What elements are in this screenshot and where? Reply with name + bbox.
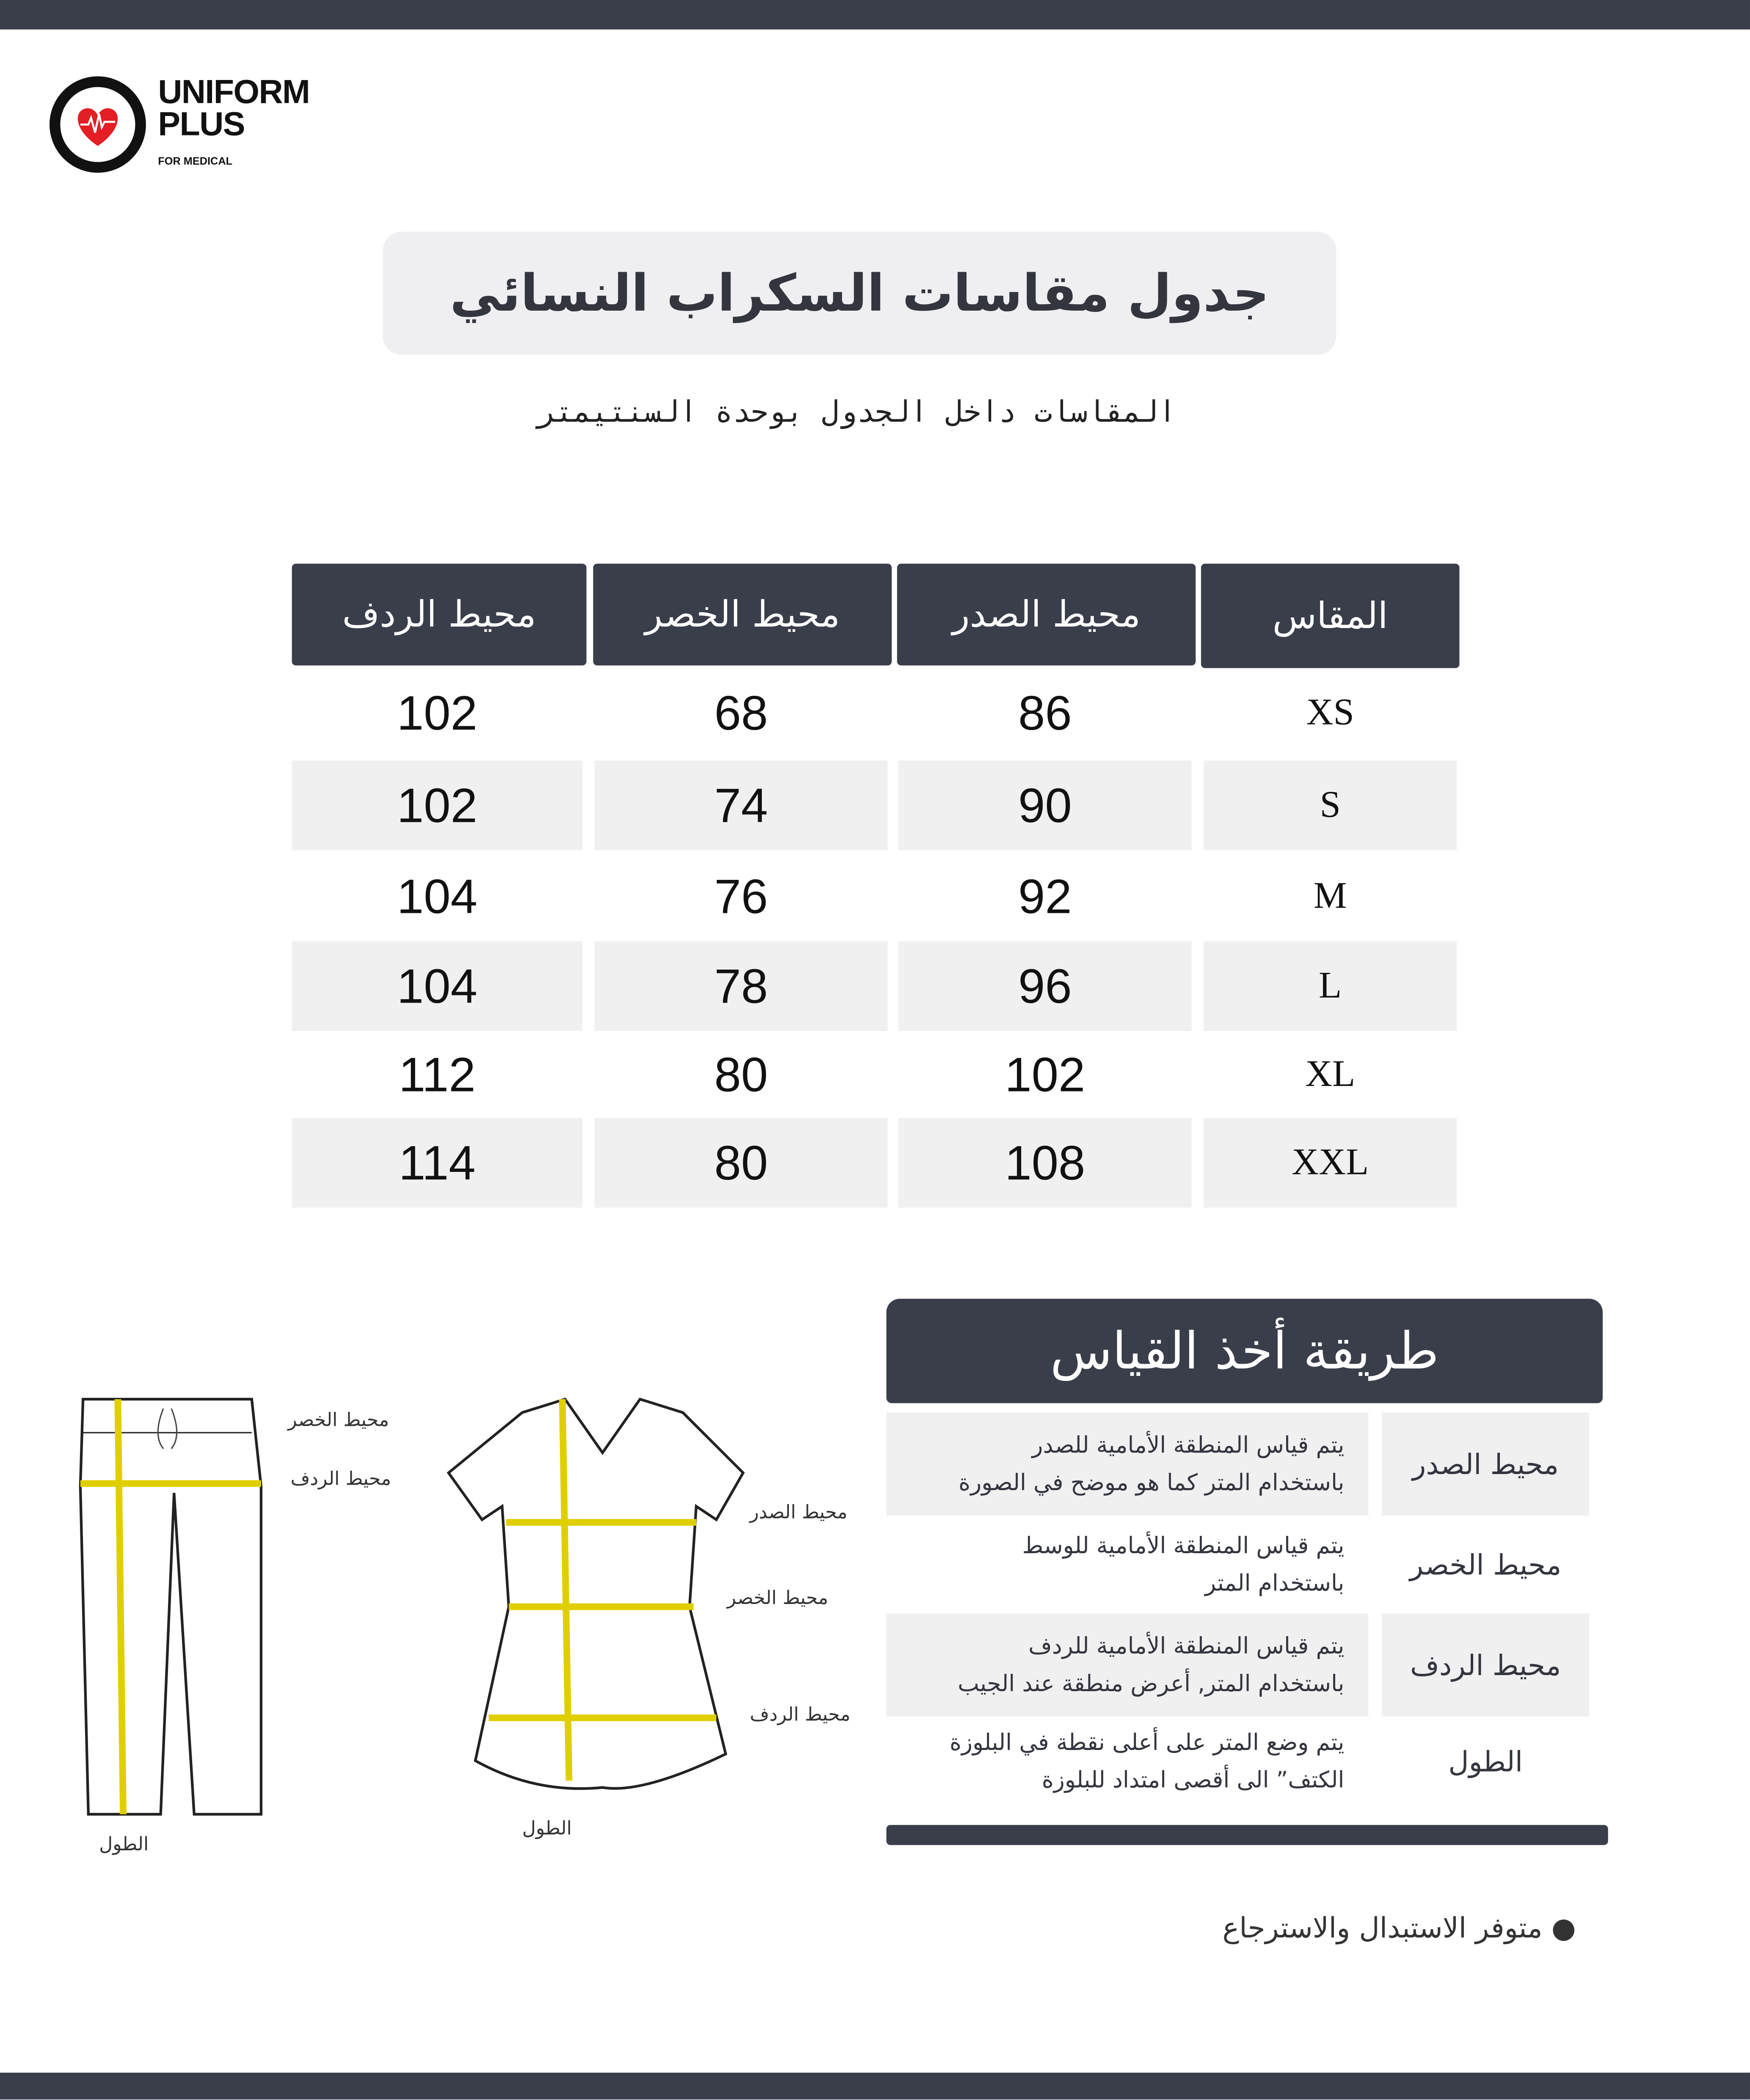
pants-length-label: الطول [99, 1834, 149, 1856]
cell-size: XS [1306, 692, 1354, 734]
cell-chest: 102 [1005, 1047, 1086, 1102]
cell-waist: 76 [714, 869, 768, 924]
note-text: متوفر الاستبدال والاسترجاع [1222, 1912, 1543, 1944]
logo-text: UNIFORM PLUS [158, 74, 310, 143]
cell-waist: 74 [595, 761, 888, 850]
measure-title: طريقة أخذ القياس [886, 1299, 1603, 1403]
measure-footer-bar [886, 1825, 1608, 1845]
cell-waist: 68 [714, 685, 768, 741]
description-line: يتم قياس المنطقة الأمامية للردف [1028, 1633, 1345, 1660]
cell-waist: 80 [595, 1118, 888, 1208]
cell-hip: 114 [292, 1118, 583, 1208]
description-line: الكتف” الى أقصى امتداد للبلوزة [1042, 1767, 1345, 1794]
cell-size: S [1204, 761, 1457, 850]
description-line: يتم قياس المنطقة الأمامية للصدر [1032, 1432, 1345, 1459]
description-line: باستخدام المتر, أعرض منطقة عند الجيب [958, 1670, 1345, 1697]
header-chest: محيط الصدر [897, 564, 1196, 665]
cell-hip: 104 [292, 941, 583, 1031]
cell-chest: 90 [898, 761, 1192, 850]
measure-description [886, 1613, 1368, 1717]
cell-hip: 102 [397, 685, 477, 741]
header-hip: محيط الردف [292, 564, 587, 665]
top-length-label: الطول [522, 1818, 572, 1840]
measure-label: محيط الخصر [1409, 1549, 1562, 1582]
cell-hip: 102 [292, 761, 583, 850]
cell-hip: 112 [399, 1047, 476, 1102]
page-title: جدول مقاسات السكراب النسائي [450, 264, 1270, 323]
note: ● متوفر الاستبدال والاسترجاع [1222, 1912, 1576, 1944]
logo-heart-icon [50, 76, 146, 173]
cell-chest: 86 [1018, 685, 1072, 741]
top-diagram [442, 1392, 763, 1808]
pants-hip-label: محيط الردف [290, 1469, 391, 1491]
measure-label: الطول [1448, 1746, 1523, 1778]
header-waist: محيط الخصر [593, 564, 892, 665]
measure-description [886, 1413, 1368, 1516]
bottom-bar [0, 2072, 1750, 2099]
cell-size: XL [1305, 1053, 1356, 1095]
logo-tagline: FOR MEDICAL [158, 155, 233, 168]
measure-description [886, 1722, 1368, 1802]
description-line: يتم قياس المنطقة الأمامية للوسط [1022, 1533, 1345, 1560]
measure-label: محيط الردف [1382, 1613, 1589, 1717]
cell-size: L [1204, 941, 1457, 1031]
cell-size: XXL [1204, 1118, 1457, 1208]
top-bar [0, 0, 1750, 30]
cell-hip: 104 [397, 869, 477, 924]
cell-chest: 108 [898, 1118, 1192, 1208]
top-waist-label: محيط الخصر [727, 1588, 828, 1609]
cell-size: M [1313, 876, 1347, 918]
measure-label: محيط الصدر [1382, 1413, 1589, 1516]
pants-diagram [67, 1392, 281, 1834]
title-box [383, 231, 1337, 355]
subtitle: المقاسات داخل الجدول بوحدة السنتيمتر [537, 396, 1177, 430]
description-line: باستخدام المتر كما هو موضح في الصورة [958, 1469, 1345, 1496]
measure-description [886, 1522, 1368, 1608]
header-size: المقاس [1201, 564, 1460, 668]
cell-chest: 96 [898, 941, 1192, 1031]
description-line: يتم وضع المتر على أعلى نقطة في البلوزة [949, 1730, 1345, 1757]
cell-waist: 80 [714, 1047, 768, 1102]
top-hip-label: محيط الردف [750, 1704, 851, 1726]
cell-waist: 78 [595, 941, 888, 1031]
top-chest-label: محيط الصدر [750, 1502, 848, 1524]
description-line: باستخدام المتر [1205, 1571, 1345, 1598]
cell-chest: 92 [1018, 869, 1072, 924]
pants-waist-label: محيط الخصر [288, 1410, 389, 1431]
